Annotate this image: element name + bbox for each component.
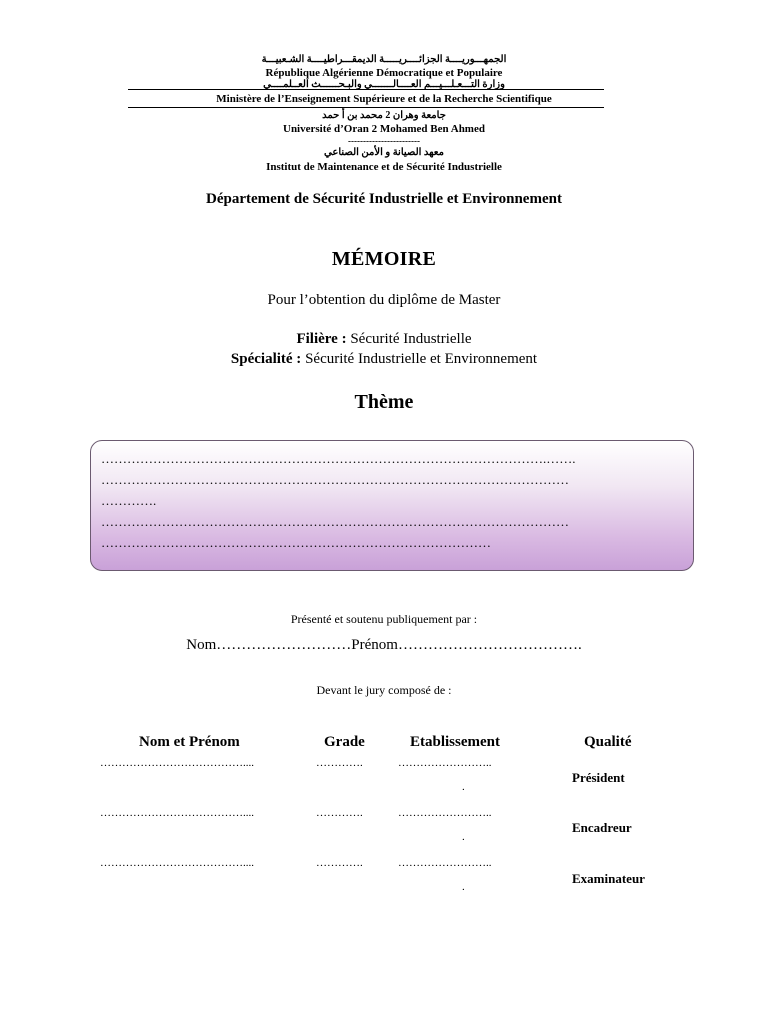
column-header-establishment: Etablissement [410, 734, 500, 750]
theme-line: ……………………………………………………………………………………………… [101, 472, 569, 487]
jury-establishment-field: …………………….. [398, 757, 492, 769]
specialty-line [0, 351, 768, 368]
header-institute: Institut de Maintenance et de Sécurité Industrielle [266, 161, 502, 173]
document-type: MÉMOIRE [331, 248, 437, 270]
jury-name-field: ………………………………….... [100, 857, 254, 869]
theme-line: ………………………………………………………………………………………….……. [101, 451, 576, 466]
theme-title: Thème [354, 391, 414, 413]
jury-role: Examinateur [572, 871, 645, 886]
theme-line: …………. [101, 493, 157, 508]
jury-role: Président [572, 770, 625, 785]
header-rule-bottom [128, 107, 604, 108]
header-arabic-university: جامعة وهران 2 محمد بن أ حمد [322, 110, 446, 121]
jury-name-field: ………………………………….... [100, 757, 254, 769]
name-line: Nom………………………Prénom………………………………. [186, 637, 582, 653]
jury-establishment-field: …………………….. [398, 807, 492, 819]
jury-grade-field: …………. [316, 757, 363, 769]
jury-grade-field: …………. [316, 857, 363, 869]
header-arabic-ministry: وزارة التـــعـلـــيـــم العــــالـــــــي والبـحــــــث العــلمــــي [263, 79, 505, 90]
jury-grade-field: …………. [316, 807, 363, 819]
header-separator: ------------------------ [348, 136, 420, 146]
column-header-role: Qualité [584, 734, 632, 750]
field-label: Filière : [296, 331, 347, 347]
department-title: Département de Sécurité Industrielle et Environnement [206, 191, 562, 207]
header-arabic-institute: معهد الصيانة و الأمن الصناعي [324, 147, 444, 158]
jury-establishment-continuation: . [462, 831, 465, 843]
presented-by-label: Présenté et soutenu publiquement par : [290, 612, 478, 626]
jury-establishment-continuation: . [462, 881, 465, 893]
header-university: Université d’Oran 2 Mohamed Ben Ahmed [283, 123, 485, 135]
header-ministry: Ministère de l’Enseignement Supérieure et de la Recherche Scientifique [216, 93, 552, 105]
header-arabic-republic: الجمهـــوريــــة الجزائــــريـــــة الديمقـــراطيــــة الشـعبيـــة [261, 54, 507, 65]
field-line [0, 331, 768, 348]
jury-role: Encadreur [572, 820, 632, 835]
column-header-name: Nom et Prénom [139, 734, 240, 750]
jury-establishment-continuation: . [462, 781, 465, 793]
degree-purpose: Pour l’obtention du diplôme de Master [267, 292, 501, 308]
specialty-label: Spécialité : [230, 351, 302, 367]
jury-intro: Devant le jury composé de : [316, 683, 452, 697]
column-header-grade: Grade [324, 734, 365, 750]
jury-name-field: ………………………………….... [100, 807, 254, 819]
theme-line: ……………………………………………………………………………… [101, 535, 491, 550]
specialty-value: Sécurité Industrielle et Environnement [301, 351, 538, 367]
theme-box[interactable] [90, 440, 694, 571]
field-value: Sécurité Industrielle [346, 331, 472, 347]
header-rule-top [128, 89, 604, 90]
theme-line: ……………………………………………………………………………………………… [101, 514, 569, 529]
header-republic: République Algérienne Démocratique et Populaire [265, 67, 503, 79]
jury-establishment-field: …………………….. [398, 857, 492, 869]
